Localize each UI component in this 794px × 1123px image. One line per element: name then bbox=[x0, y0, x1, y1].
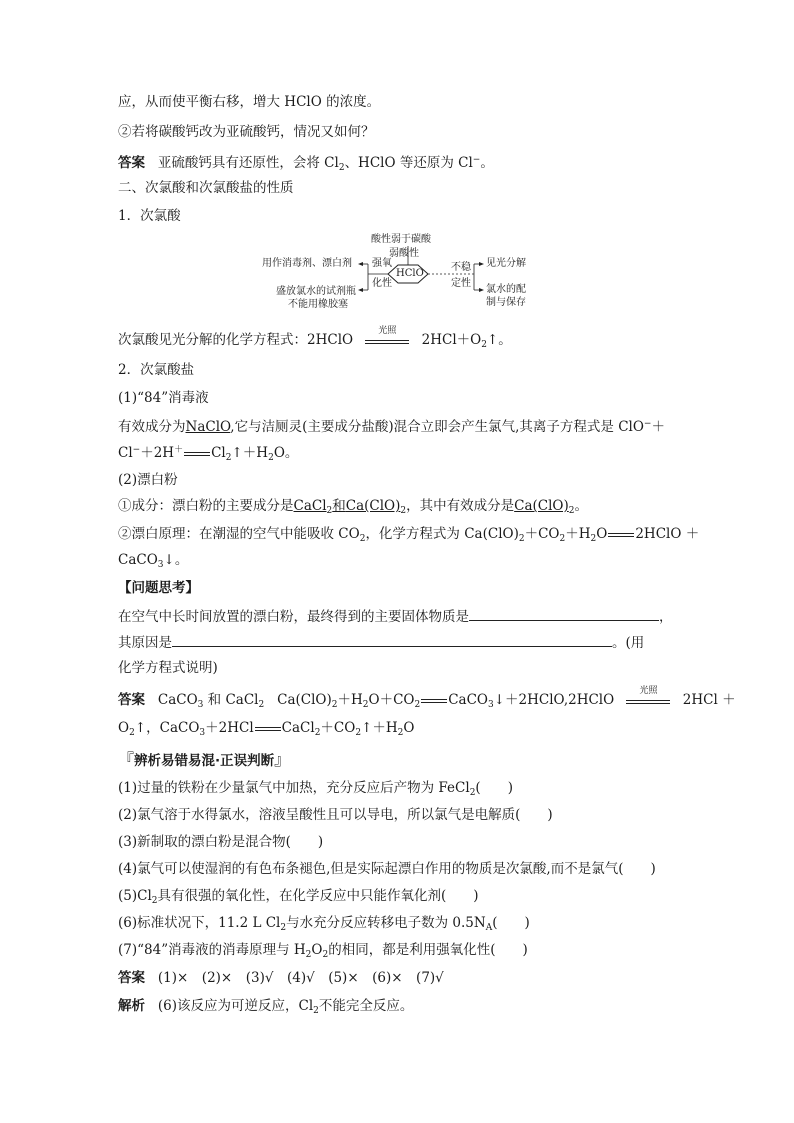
diagram-use-bottle-1: 盛放氯水的试剂瓶 bbox=[276, 286, 356, 297]
text: CaCO bbox=[448, 692, 488, 708]
superscript: − bbox=[132, 445, 141, 455]
equals-sign bbox=[420, 696, 448, 706]
judge-item bbox=[118, 832, 680, 852]
text: ( ) bbox=[475, 780, 513, 796]
subscript: 2 bbox=[338, 163, 345, 173]
text-line bbox=[118, 550, 680, 575]
subscript: 2 bbox=[359, 534, 366, 544]
answer-line: 答案 CaCO$_3$ 和 CaCl$_2$ $Ca(ClO)_2+H_2O+CO_2$ CaCO$_3$↓＋2HClO,2HClO 光照 2HCl ＋ bbox=[118, 685, 736, 710]
item-heading bbox=[118, 388, 680, 408]
equation-line bbox=[118, 325, 680, 355]
judge-item bbox=[118, 859, 680, 879]
text: 不能完全反应。 bbox=[318, 998, 414, 1014]
diagram-label-weak-acid: 弱酸性 bbox=[389, 248, 419, 259]
text: ＋H bbox=[565, 526, 591, 542]
explanation-line: 解析 (6)该反应为可逆反应，$Cl_2$不能完全反应。 bbox=[118, 998, 414, 1016]
subsection-heading bbox=[118, 360, 680, 380]
superscript: − bbox=[472, 155, 481, 165]
explanation-label: 解析 bbox=[118, 998, 145, 1014]
text: ， bbox=[659, 609, 673, 625]
judge-item: (1)过量的铁粉在少量氯气中加热，充分反应后产物为 FeCl$_2$( ) bbox=[118, 780, 513, 798]
underlined-answer: $Ca(ClO)_2$ bbox=[514, 498, 575, 516]
answer-line bbox=[118, 150, 680, 178]
answer-line: $O_2↑$，CaCO$_3$＋2HCl $CaCl_2+CO_2↑+H_2O$ bbox=[118, 720, 415, 738]
judge-section-tag bbox=[118, 750, 680, 771]
judge-item: $(5)Cl_2$具有很强的氧化性，在化学反应中只能作氧化剂( ) bbox=[118, 888, 479, 906]
subscript: 2 bbox=[225, 453, 232, 463]
text: (7)“84”消毒液的消毒原理与 H bbox=[118, 942, 306, 958]
diagram-use-decompose: 见光分解 bbox=[486, 258, 526, 269]
subsection-heading bbox=[118, 206, 680, 226]
text: (1)× (2)× (3)√ (4)√ (5)× (6)× (7)√ bbox=[157, 970, 444, 986]
text: 的相同，都是利用强氧化性( ) bbox=[328, 942, 528, 958]
diagram-label-acidity: 酸性弱于碳酸 bbox=[371, 234, 431, 245]
text: 与水充分反应转移电子数为 0.5N bbox=[286, 915, 486, 931]
text: ，其中有效成分是 bbox=[406, 498, 515, 514]
subscript: 3 bbox=[157, 560, 164, 570]
text: ＋2HCl bbox=[205, 720, 254, 736]
text: Cl bbox=[211, 445, 226, 461]
text: 二、次氯酸和次氯酸盐的性质 bbox=[118, 180, 294, 196]
diagram-label-unstable-1: 不稳 bbox=[451, 262, 471, 273]
subscript: 2 bbox=[590, 534, 597, 544]
question-line bbox=[118, 658, 680, 678]
text: 亚硫酸钙具有还原性，会将 Cl bbox=[157, 155, 339, 171]
diagram-label-oxidizing-1: 强氧 bbox=[372, 258, 392, 269]
text: O。 bbox=[273, 445, 299, 461]
equals-sign bbox=[607, 530, 635, 540]
diagram-use-storage-1: 氯水的配 bbox=[486, 284, 526, 295]
text: 具有很强的氧化性，在化学反应中只能作氧化剂( ) bbox=[157, 888, 479, 904]
question-line bbox=[118, 606, 680, 627]
question-line bbox=[118, 632, 680, 653]
diagram-use-disinfectant: 用作消毒剂、漂白剂 bbox=[262, 258, 352, 269]
text: (1)过量的铁粉在少量氯气中加热，充分反应后产物为 FeCl bbox=[118, 780, 470, 796]
judge-item: (7)“84”消毒液的消毒原理与 $H_2O_2$的相同，都是利用强氧化性( ) bbox=[118, 942, 528, 960]
text: CaCO bbox=[157, 692, 198, 708]
text: ( ) bbox=[492, 915, 530, 931]
text: 2HCl ＋ bbox=[682, 692, 736, 708]
diagram-center-hclo: HClO bbox=[396, 268, 424, 279]
text: O bbox=[311, 942, 323, 958]
text: ↑，CaCO bbox=[134, 720, 200, 736]
text: 应，从而使平衡右移，增大 HClO 的浓度。 bbox=[118, 94, 381, 110]
text: ,它与洁厕灵(主要成分盐酸)混合立即会产生氯气,其离子方程式是 ClO bbox=[230, 419, 644, 435]
diagram-label-unstable-2: 定性 bbox=[451, 278, 471, 289]
underlined-answer: CaCl$_2$和$Ca(ClO)_2$ bbox=[293, 498, 407, 516]
text: ↑＋H bbox=[231, 445, 269, 461]
text-line bbox=[118, 92, 680, 112]
text: 。(用 bbox=[612, 635, 645, 651]
text: ②若将碳酸钙改为亚硫酸钙，情况又如何？ bbox=[118, 124, 375, 140]
judge-item: (6)标准状况下，11.2 L $Cl_2$与水充分反应转移电子数为 $0.5N_A$( ) bbox=[118, 915, 530, 933]
answer-blank[interactable] bbox=[172, 632, 612, 647]
text: (4)氯气可以使湿润的有色布条褪色,但是实际起漂白作用的物质是次氯酸,而不是氯气( ) bbox=[118, 861, 656, 877]
section-tag: 『辨析易错易混·正误判断』 bbox=[118, 750, 291, 769]
answer-label: 答案 bbox=[118, 155, 145, 171]
text: (1)“84”消毒液 bbox=[118, 390, 209, 406]
text: (3)新制取的漂白粉是混合物( ) bbox=[118, 834, 324, 850]
text: ↑。 bbox=[486, 332, 512, 348]
text: 。 bbox=[574, 498, 589, 514]
text: CaCO bbox=[118, 552, 158, 568]
text: O bbox=[118, 720, 130, 736]
text-line bbox=[118, 496, 680, 521]
text: (2)氯气溶于水得氯水，溶液呈酸性且可以导电，所以氯气是电解质( ) bbox=[118, 807, 553, 823]
text: 2HClO ＋ bbox=[635, 526, 700, 542]
text: ②漂白原理：在潮湿的空气中能吸收 CO bbox=[118, 526, 360, 542]
text: 在空气中长时间放置的漂白粉，最终得到的主要固体物质是 bbox=[118, 609, 469, 625]
diagram-use-bottle-2: 不能用橡胶塞 bbox=[288, 299, 348, 310]
diagram-label-oxidizing-2: 化性 bbox=[372, 278, 392, 289]
text: 其原因是 bbox=[118, 635, 172, 651]
text: Cl bbox=[118, 445, 133, 461]
equals-sign bbox=[183, 449, 211, 459]
text: 2．次氯酸盐 bbox=[118, 362, 195, 378]
subscript: 2 bbox=[268, 453, 274, 463]
text: ＋H bbox=[337, 692, 363, 708]
text: ↓＋2HClO,2HClO bbox=[493, 692, 615, 708]
text: (2)漂白粉 bbox=[118, 472, 178, 488]
subscript: 2 bbox=[518, 534, 525, 544]
text: ＋CO bbox=[524, 526, 560, 542]
answer-label: 答案 bbox=[118, 692, 145, 708]
reaction-condition-arrow bbox=[624, 685, 672, 708]
text: 2HCl＋O bbox=[421, 332, 482, 348]
text: 有效成分为 bbox=[118, 419, 186, 435]
question-heading bbox=[118, 578, 680, 598]
text-line bbox=[118, 414, 680, 437]
superscript: ＋ bbox=[174, 445, 184, 455]
equals-sign bbox=[254, 724, 282, 734]
answer-label: 答案 bbox=[118, 970, 145, 986]
reaction-condition-arrow bbox=[363, 325, 411, 348]
judge-item bbox=[118, 805, 680, 825]
text: ↑＋H bbox=[361, 720, 398, 736]
subscript: 2 bbox=[559, 534, 566, 544]
superscript: − bbox=[643, 419, 652, 429]
section-heading bbox=[118, 178, 680, 198]
text: O bbox=[403, 720, 415, 736]
condition-label: 光照 bbox=[378, 325, 397, 336]
text: O＋CO bbox=[368, 692, 415, 708]
text: ＋2H bbox=[140, 445, 175, 461]
text: ＋ bbox=[651, 419, 665, 435]
text-line bbox=[118, 122, 680, 142]
text-line bbox=[118, 524, 700, 549]
text-line bbox=[118, 440, 680, 468]
text: 、HClO 等还原为 Cl bbox=[344, 155, 473, 171]
text: ，化学方程式为 Ca(ClO) bbox=[365, 526, 519, 542]
text: 【问题思考】 bbox=[118, 580, 199, 596]
text: CaCl bbox=[281, 720, 315, 736]
answer-line bbox=[118, 968, 680, 988]
item-heading bbox=[118, 470, 680, 490]
text: Ca(ClO) bbox=[277, 692, 332, 708]
subscript: 2 bbox=[481, 340, 487, 350]
text: (5)Cl bbox=[118, 888, 152, 904]
text: 次氯酸见光分解的化学方程式：2HClO bbox=[118, 332, 354, 348]
text: (6)该反应为可逆反应，Cl bbox=[157, 998, 314, 1014]
text: 1．次氯酸 bbox=[118, 208, 181, 224]
text: (6)标准状况下，11.2 L Cl bbox=[118, 915, 281, 931]
text: 和 CaCl bbox=[203, 692, 259, 708]
text: ＋CO bbox=[320, 720, 356, 736]
diagram-use-storage-2: 制与保存 bbox=[486, 297, 526, 308]
hclo-property-diagram bbox=[258, 232, 538, 322]
text: ①成分：漂白粉的主要成分是 bbox=[118, 498, 294, 514]
text: O bbox=[596, 526, 608, 542]
text: ↓。 bbox=[163, 552, 189, 568]
underlined-answer: NaClO bbox=[185, 419, 231, 435]
condition-label: 光照 bbox=[639, 685, 658, 696]
text: 化学方程式说明) bbox=[118, 660, 218, 676]
text: 。 bbox=[480, 155, 494, 171]
answer-blank[interactable] bbox=[469, 606, 659, 621]
